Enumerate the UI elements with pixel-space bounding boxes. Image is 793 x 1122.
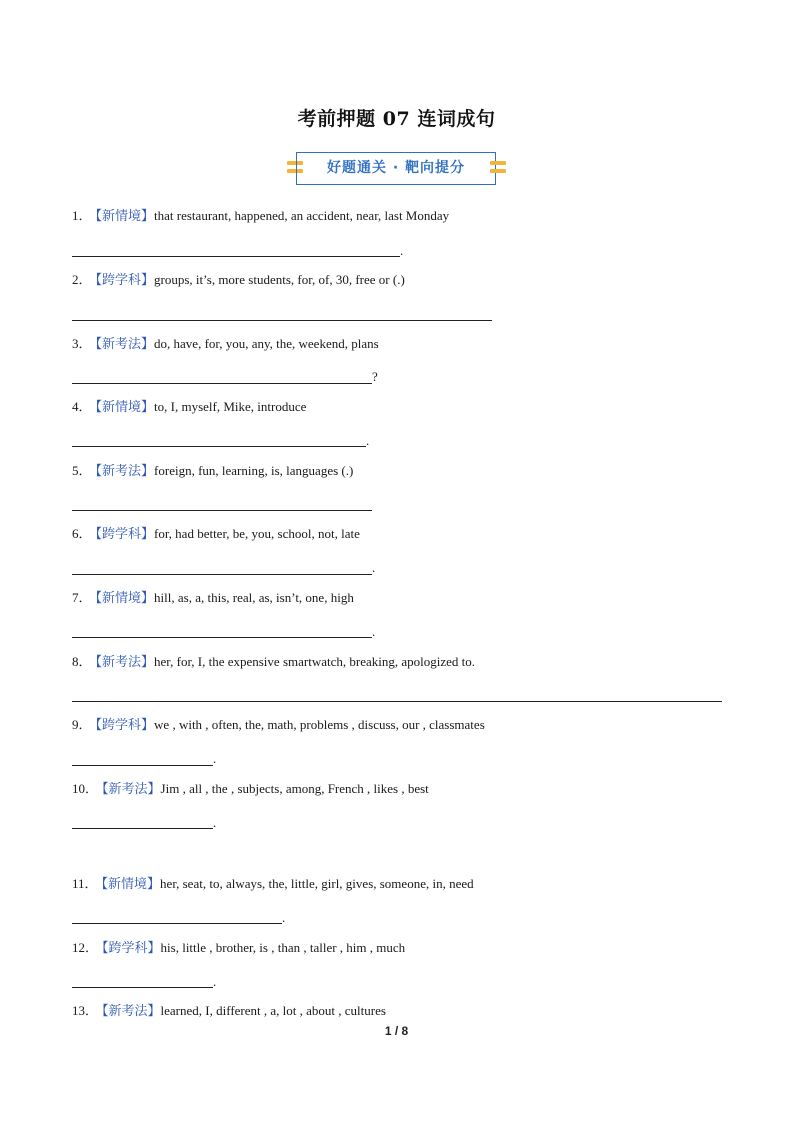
question-number: 11． <box>72 876 98 891</box>
question-text: Jim , all , the , subjects, among, French , likes , best <box>160 781 429 796</box>
answer-line-10[interactable] <box>72 828 213 829</box>
answer-line-5[interactable] <box>72 510 372 511</box>
question-text: her, for, I, the expensive smartwatch, breaking, apologized to. <box>154 654 475 669</box>
question-number: 1． <box>72 208 92 223</box>
question-text: her, seat, to, always, the, little, girl, gives, someone, in, need <box>160 876 474 891</box>
question-text: do, have, for, you, any, the, weekend, plans <box>154 336 379 351</box>
section-banner: 好题通关 · 靶向提分 <box>296 152 496 185</box>
question-text: hill, as, a, this, real, as, isn’t, one, high <box>154 590 354 605</box>
answer-line-1[interactable] <box>72 256 400 257</box>
question-12 <box>72 940 405 957</box>
question-text: to, I, myself, Mike, introduce <box>154 399 307 414</box>
question-tag: 【新考法】 <box>102 782 161 797</box>
answer-end-punctuation: . <box>213 751 217 766</box>
question-9 <box>72 717 485 734</box>
question-5 <box>72 463 353 480</box>
question-1 <box>72 208 449 225</box>
answer-end-punctuation: . <box>282 910 286 925</box>
question-tag: 【新情境】 <box>95 400 155 415</box>
question-tag: 【跨学科】 <box>95 273 155 288</box>
question-tag: 【新情境】 <box>101 877 161 892</box>
question-number: 12． <box>72 940 99 955</box>
answer-line-3[interactable] <box>72 383 372 384</box>
question-7 <box>72 590 354 607</box>
question-number: 5． <box>72 463 92 478</box>
question-tag: 【新情境】 <box>95 209 155 224</box>
page-title: 考前押题 07 连词成句 <box>297 108 496 130</box>
page-number: 1 / 8 <box>384 1024 409 1038</box>
question-number: 8． <box>72 654 92 669</box>
question-tag: 【新情境】 <box>95 591 155 606</box>
question-text: we , with , often, the, math, problems , discuss, our , classmates <box>154 717 485 732</box>
question-4 <box>72 399 306 416</box>
question-number: 6． <box>72 526 92 541</box>
question-number: 7． <box>72 590 92 605</box>
question-3 <box>72 336 379 353</box>
question-tag: 【新考法】 <box>102 1004 161 1019</box>
question-6 <box>72 526 360 543</box>
question-11 <box>72 876 474 893</box>
answer-line-8[interactable] <box>72 701 722 702</box>
answer-end-punctuation: ? <box>372 369 378 384</box>
question-8 <box>72 654 475 671</box>
question-tag: 【跨学科】 <box>102 941 161 956</box>
answer-line-7[interactable] <box>72 637 372 638</box>
question-10 <box>72 781 429 798</box>
question-tag: 【新考法】 <box>95 655 155 670</box>
answer-end-punctuation: . <box>213 815 217 830</box>
question-number: 9． <box>72 717 92 732</box>
question-number: 3． <box>72 336 92 351</box>
question-tag: 【跨学科】 <box>95 718 155 733</box>
question-number: 2． <box>72 272 92 287</box>
question-number: 4． <box>72 399 92 414</box>
question-text: foreign, fun, learning, is, languages (.) <box>154 463 354 478</box>
question-number: 13． <box>72 1003 99 1018</box>
question-number: 10． <box>72 781 99 796</box>
answer-end-punctuation: . <box>372 560 376 575</box>
question-13 <box>72 1003 386 1020</box>
answer-line-12[interactable] <box>72 987 213 988</box>
answer-end-punctuation: . <box>213 974 217 989</box>
answer-line-6[interactable] <box>72 574 372 575</box>
answer-end-punctuation: . <box>366 433 370 448</box>
question-tag: 【跨学科】 <box>95 527 155 542</box>
banner-decoration-right-icon <box>490 161 506 175</box>
answer-line-11[interactable] <box>72 923 282 924</box>
question-text: his, little , brother, is , than , taller , him , much <box>160 940 406 955</box>
question-text: learned, I, different , a, lot , about , cultures <box>160 1003 386 1018</box>
question-text: that restaurant, happened, an accident, near, last Monday <box>154 208 450 223</box>
answer-line-4[interactable] <box>72 446 366 447</box>
answer-line-2[interactable] <box>72 320 492 321</box>
question-text: groups, it’s, more students, for, of, 30, free or (.) <box>154 272 405 287</box>
question-tag: 【新考法】 <box>95 464 155 479</box>
question-2 <box>72 272 405 289</box>
question-text: for, had better, be, you, school, not, late <box>154 526 360 541</box>
answer-line-9[interactable] <box>72 765 213 766</box>
answer-end-punctuation: . <box>372 624 376 639</box>
question-tag: 【新考法】 <box>95 337 155 352</box>
answer-end-punctuation: . <box>400 243 404 258</box>
